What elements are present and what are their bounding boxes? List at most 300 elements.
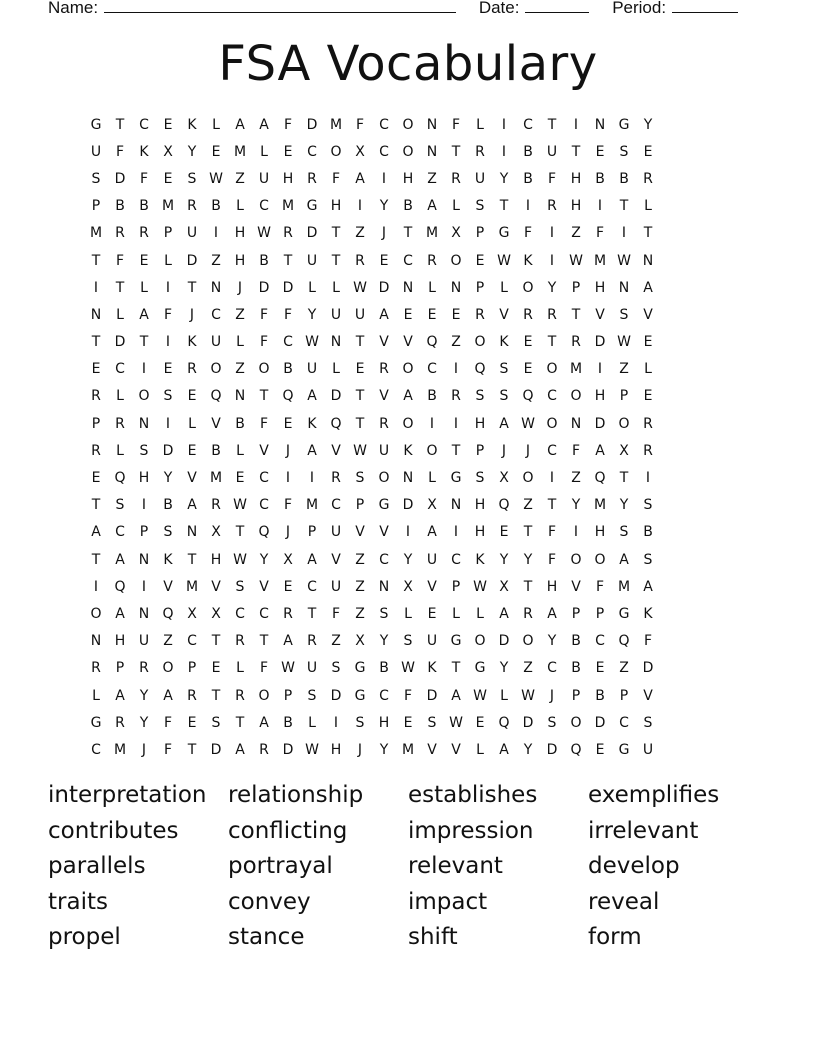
grid-letter[interactable]: R — [307, 170, 317, 187]
grid-letter[interactable]: U — [138, 633, 150, 650]
grid-letter[interactable]: N — [378, 578, 390, 595]
grid-letter[interactable]: E — [451, 306, 461, 323]
grid-letter[interactable]: G — [90, 116, 102, 133]
grid-letter[interactable]: L — [260, 143, 268, 160]
grid-letter[interactable]: S — [115, 497, 125, 514]
grid-letter[interactable]: B — [523, 143, 533, 160]
grid-letter[interactable]: D — [498, 633, 510, 650]
grid-letter[interactable]: Q — [330, 415, 342, 432]
grid-letter[interactable]: S — [427, 714, 437, 731]
grid-letter[interactable]: Q — [162, 605, 174, 622]
grid-letter[interactable]: N — [570, 415, 582, 432]
grid-letter[interactable]: T — [619, 198, 629, 215]
grid-letter[interactable]: L — [308, 279, 316, 296]
grid-letter[interactable]: M — [185, 578, 199, 595]
grid-letter[interactable]: N — [330, 334, 342, 351]
grid-letter[interactable]: S — [619, 306, 629, 323]
grid-letter[interactable]: B — [403, 198, 413, 215]
grid-letter[interactable]: E — [523, 361, 533, 378]
grid-letter[interactable]: E — [403, 306, 413, 323]
grid-letter[interactable]: F — [139, 170, 149, 187]
grid-letter[interactable]: T — [235, 524, 245, 541]
grid-letter[interactable]: N — [90, 633, 102, 650]
grid-letter[interactable]: E — [211, 143, 221, 160]
grid-letter[interactable]: A — [235, 116, 245, 133]
grid-letter[interactable]: I — [549, 470, 555, 487]
grid-letter[interactable]: D — [258, 279, 270, 296]
grid-letter[interactable]: V — [187, 470, 197, 487]
grid-letter[interactable]: M — [593, 497, 607, 514]
grid-letter[interactable]: T — [355, 388, 365, 405]
grid-letter[interactable]: H — [114, 633, 126, 650]
grid-letter[interactable]: R — [643, 415, 653, 432]
grid-letter[interactable]: G — [474, 660, 486, 677]
grid-letter[interactable]: E — [235, 470, 245, 487]
grid-letter[interactable]: N — [426, 116, 438, 133]
grid-letter[interactable]: O — [522, 633, 534, 650]
grid-letter[interactable]: Y — [499, 660, 509, 677]
grid-letter[interactable]: W — [233, 497, 247, 514]
grid-letter[interactable]: C — [259, 497, 269, 514]
grid-letter[interactable]: X — [211, 605, 221, 622]
grid-letter[interactable]: G — [378, 497, 390, 514]
grid-letter[interactable]: R — [571, 334, 581, 351]
grid-letter[interactable]: L — [428, 279, 436, 296]
grid-letter[interactable]: O — [330, 143, 342, 160]
grid-letter[interactable]: E — [379, 252, 389, 269]
grid-letter[interactable]: Q — [474, 361, 486, 378]
grid-letter[interactable]: J — [285, 524, 291, 541]
grid-letter[interactable]: R — [523, 605, 533, 622]
grid-letter[interactable]: U — [306, 660, 318, 677]
grid-letter[interactable]: T — [91, 551, 101, 568]
grid-letter[interactable]: S — [187, 170, 197, 187]
grid-letter[interactable]: I — [165, 334, 171, 351]
grid-letter[interactable]: U — [306, 252, 318, 269]
grid-letter[interactable]: Y — [259, 551, 269, 568]
grid-letter[interactable]: Z — [355, 605, 365, 622]
grid-letter[interactable]: F — [163, 306, 173, 323]
grid-letter[interactable]: V — [355, 524, 365, 541]
grid-letter[interactable]: C — [259, 198, 269, 215]
grid-letter[interactable]: E — [523, 334, 533, 351]
grid-letter[interactable]: E — [475, 252, 485, 269]
grid-letter[interactable]: S — [643, 714, 653, 731]
grid-letter[interactable]: W — [233, 551, 247, 568]
grid-letter[interactable]: M — [233, 143, 247, 160]
grid-letter[interactable]: I — [309, 470, 315, 487]
grid-letter[interactable]: D — [306, 225, 318, 242]
grid-letter[interactable]: N — [402, 470, 414, 487]
grid-letter[interactable]: V — [379, 334, 389, 351]
grid-letter[interactable]: W — [305, 741, 319, 758]
grid-letter[interactable]: N — [642, 252, 654, 269]
grid-letter[interactable]: Q — [498, 714, 510, 731]
grid-letter[interactable]: Z — [355, 578, 365, 595]
grid-letter[interactable]: J — [237, 279, 243, 296]
grid-letter[interactable]: V — [427, 741, 437, 758]
grid-letter[interactable]: C — [235, 605, 245, 622]
grid-letter[interactable]: X — [619, 442, 629, 459]
grid-letter[interactable]: P — [571, 605, 581, 622]
grid-letter[interactable]: I — [645, 470, 651, 487]
grid-letter[interactable]: K — [523, 252, 533, 269]
grid-letter[interactable]: R — [523, 306, 533, 323]
grid-letter[interactable]: A — [499, 415, 509, 432]
grid-letter[interactable]: Z — [331, 633, 341, 650]
grid-letter[interactable]: I — [453, 524, 459, 541]
grid-letter[interactable]: M — [89, 225, 103, 242]
grid-letter[interactable]: A — [115, 551, 125, 568]
grid-letter[interactable]: B — [139, 198, 149, 215]
grid-letter[interactable]: S — [163, 524, 173, 541]
grid-letter[interactable]: C — [403, 252, 413, 269]
grid-letter[interactable]: E — [643, 388, 653, 405]
grid-letter[interactable]: T — [283, 252, 293, 269]
grid-letter[interactable]: C — [259, 605, 269, 622]
grid-letter[interactable]: W — [353, 279, 367, 296]
grid-letter[interactable]: P — [451, 578, 461, 595]
grid-letter[interactable]: G — [90, 714, 102, 731]
grid-letter[interactable]: F — [643, 633, 653, 650]
grid-letter[interactable]: A — [499, 605, 509, 622]
grid-letter[interactable]: O — [258, 687, 270, 704]
grid-letter[interactable]: R — [115, 415, 125, 432]
grid-letter[interactable]: I — [429, 415, 435, 432]
grid-letter[interactable]: Z — [571, 225, 581, 242]
grid-letter[interactable]: H — [546, 578, 558, 595]
grid-letter[interactable]: D — [282, 741, 294, 758]
grid-letter[interactable]: T — [451, 143, 461, 160]
grid-letter[interactable]: C — [91, 741, 101, 758]
grid-letter[interactable]: Y — [187, 143, 197, 160]
grid-letter[interactable]: R — [451, 388, 461, 405]
grid-letter[interactable]: N — [138, 551, 150, 568]
grid-letter[interactable]: I — [213, 225, 219, 242]
grid-letter[interactable]: T — [451, 660, 461, 677]
grid-letter[interactable]: R — [259, 741, 269, 758]
grid-letter[interactable]: N — [426, 143, 438, 160]
grid-letter[interactable]: H — [474, 415, 486, 432]
grid-letter[interactable]: K — [307, 415, 317, 432]
grid-letter[interactable]: I — [333, 714, 339, 731]
grid-letter[interactable]: T — [571, 143, 581, 160]
grid-letter[interactable]: E — [163, 170, 173, 187]
grid-letter[interactable]: H — [594, 524, 606, 541]
grid-letter[interactable]: Y — [643, 116, 653, 133]
grid-letter[interactable]: Q — [594, 470, 606, 487]
grid-letter[interactable]: E — [595, 660, 605, 677]
grid-letter[interactable]: E — [283, 415, 293, 432]
grid-letter[interactable]: B — [211, 442, 221, 459]
grid-letter[interactable]: A — [595, 442, 605, 459]
grid-letter[interactable]: F — [115, 143, 125, 160]
grid-letter[interactable]: L — [236, 442, 244, 459]
grid-letter[interactable]: H — [330, 198, 342, 215]
grid-letter[interactable]: B — [427, 388, 437, 405]
grid-letter[interactable]: V — [643, 306, 653, 323]
grid-letter[interactable]: V — [403, 334, 413, 351]
grid-letter[interactable]: I — [573, 116, 579, 133]
grid-letter[interactable]: T — [91, 334, 101, 351]
grid-letter[interactable]: Y — [379, 633, 389, 650]
grid-letter[interactable]: M — [281, 198, 295, 215]
grid-letter[interactable]: F — [523, 225, 533, 242]
grid-letter[interactable]: F — [355, 116, 365, 133]
grid-letter[interactable]: F — [547, 551, 557, 568]
grid-letter[interactable]: X — [355, 143, 365, 160]
grid-letter[interactable]: J — [141, 741, 147, 758]
grid-letter[interactable]: M — [305, 497, 319, 514]
grid-letter[interactable]: F — [163, 714, 173, 731]
grid-letter[interactable]: S — [211, 714, 221, 731]
grid-letter[interactable]: C — [307, 578, 317, 595]
grid-letter[interactable]: A — [91, 524, 101, 541]
grid-letter[interactable]: I — [501, 116, 507, 133]
grid-letter[interactable]: A — [115, 605, 125, 622]
grid-letter[interactable]: V — [379, 388, 389, 405]
grid-letter[interactable]: Z — [163, 633, 173, 650]
grid-letter[interactable]: D — [210, 741, 222, 758]
grid-letter[interactable]: Q — [114, 578, 126, 595]
grid-letter[interactable]: A — [643, 279, 653, 296]
grid-letter[interactable]: T — [307, 605, 317, 622]
grid-letter[interactable]: G — [354, 660, 366, 677]
grid-letter[interactable]: U — [90, 143, 102, 160]
grid-letter[interactable]: X — [163, 143, 173, 160]
grid-letter[interactable]: T — [571, 306, 581, 323]
grid-letter[interactable]: Q — [282, 388, 294, 405]
grid-letter[interactable]: N — [618, 279, 630, 296]
grid-letter[interactable]: V — [379, 524, 389, 541]
grid-letter[interactable]: I — [453, 361, 459, 378]
grid-letter[interactable]: Y — [379, 741, 389, 758]
grid-letter[interactable]: C — [547, 388, 557, 405]
grid-letter[interactable]: R — [643, 170, 653, 187]
grid-letter[interactable]: Y — [523, 741, 533, 758]
grid-letter[interactable]: T — [211, 633, 221, 650]
grid-letter[interactable]: I — [165, 279, 171, 296]
grid-letter[interactable]: D — [594, 334, 606, 351]
grid-letter[interactable]: J — [381, 225, 387, 242]
grid-letter[interactable]: W — [473, 578, 487, 595]
grid-letter[interactable]: R — [91, 660, 101, 677]
grid-letter[interactable]: P — [595, 605, 605, 622]
grid-letter[interactable]: S — [331, 660, 341, 677]
grid-letter[interactable]: T — [115, 116, 125, 133]
grid-letter[interactable]: I — [453, 415, 459, 432]
grid-letter[interactable]: W — [209, 170, 223, 187]
grid-letter[interactable]: O — [570, 388, 582, 405]
grid-letter[interactable]: J — [189, 306, 195, 323]
grid-letter[interactable]: F — [283, 116, 293, 133]
grid-letter[interactable]: Y — [499, 170, 509, 187]
grid-letter[interactable]: W — [473, 687, 487, 704]
grid-letter[interactable]: A — [547, 605, 557, 622]
grid-letter[interactable]: T — [547, 497, 557, 514]
grid-letter[interactable]: I — [621, 225, 627, 242]
grid-letter[interactable]: W — [281, 660, 295, 677]
grid-letter[interactable]: K — [163, 551, 173, 568]
grid-letter[interactable]: S — [475, 470, 485, 487]
grid-letter[interactable]: A — [235, 741, 245, 758]
grid-letter[interactable]: B — [619, 170, 629, 187]
grid-letter[interactable]: D — [282, 279, 294, 296]
grid-letter[interactable]: L — [452, 605, 460, 622]
grid-letter[interactable]: E — [595, 741, 605, 758]
grid-letter[interactable]: R — [547, 198, 557, 215]
grid-letter[interactable]: O — [210, 361, 222, 378]
grid-letter[interactable]: V — [211, 578, 221, 595]
grid-letter[interactable]: X — [499, 578, 509, 595]
grid-letter[interactable]: H — [234, 252, 246, 269]
grid-letter[interactable]: E — [187, 714, 197, 731]
grid-letter[interactable]: F — [115, 252, 125, 269]
period-blank-line[interactable] — [672, 0, 738, 13]
grid-letter[interactable]: Q — [570, 741, 582, 758]
grid-letter[interactable]: W — [353, 442, 367, 459]
grid-letter[interactable]: O — [258, 361, 270, 378]
grid-letter[interactable]: R — [307, 633, 317, 650]
grid-letter[interactable]: V — [643, 687, 653, 704]
grid-letter[interactable]: L — [404, 605, 412, 622]
grid-letter[interactable]: D — [330, 388, 342, 405]
grid-letter[interactable]: Z — [211, 252, 221, 269]
grid-letter[interactable]: L — [116, 306, 124, 323]
grid-letter[interactable]: Y — [619, 497, 629, 514]
grid-letter[interactable]: I — [501, 143, 507, 160]
grid-letter[interactable]: C — [211, 306, 221, 323]
grid-letter[interactable]: E — [643, 334, 653, 351]
grid-letter[interactable]: B — [523, 170, 533, 187]
grid-letter[interactable]: E — [355, 361, 365, 378]
grid-letter[interactable]: B — [595, 687, 605, 704]
grid-letter[interactable]: F — [595, 225, 605, 242]
grid-letter[interactable]: C — [547, 442, 557, 459]
grid-letter[interactable]: M — [425, 225, 439, 242]
grid-letter[interactable]: R — [187, 361, 197, 378]
grid-letter[interactable]: L — [212, 116, 220, 133]
grid-letter[interactable]: E — [91, 470, 101, 487]
grid-letter[interactable]: O — [546, 361, 558, 378]
grid-letter[interactable]: Q — [426, 334, 438, 351]
grid-letter[interactable]: K — [403, 442, 413, 459]
grid-letter[interactable]: O — [402, 361, 414, 378]
grid-letter[interactable]: T — [523, 524, 533, 541]
grid-letter[interactable]: C — [379, 687, 389, 704]
grid-letter[interactable]: R — [475, 143, 485, 160]
grid-letter[interactable]: O — [618, 415, 630, 432]
grid-letter[interactable]: S — [307, 687, 317, 704]
grid-letter[interactable]: F — [451, 116, 461, 133]
grid-letter[interactable]: K — [187, 116, 197, 133]
grid-letter[interactable]: O — [402, 116, 414, 133]
grid-letter[interactable]: Z — [427, 170, 437, 187]
grid-letter[interactable]: Y — [139, 714, 149, 731]
grid-letter[interactable]: S — [499, 361, 509, 378]
grid-letter[interactable]: A — [307, 388, 317, 405]
grid-letter[interactable]: T — [187, 279, 197, 296]
grid-letter[interactable]: T — [259, 633, 269, 650]
grid-letter[interactable]: O — [546, 415, 558, 432]
grid-letter[interactable]: T — [547, 116, 557, 133]
grid-letter[interactable]: O — [378, 470, 390, 487]
grid-letter[interactable]: M — [593, 252, 607, 269]
grid-letter[interactable]: E — [187, 442, 197, 459]
grid-letter[interactable]: R — [379, 361, 389, 378]
grid-letter[interactable]: A — [307, 551, 317, 568]
grid-letter[interactable]: P — [571, 687, 581, 704]
grid-letter[interactable]: D — [378, 279, 390, 296]
grid-letter[interactable]: G — [306, 198, 318, 215]
grid-letter[interactable]: K — [139, 143, 149, 160]
grid-letter[interactable]: D — [402, 497, 414, 514]
grid-letter[interactable]: S — [355, 714, 365, 731]
grid-letter[interactable]: Y — [307, 306, 317, 323]
grid-letter[interactable]: I — [141, 361, 147, 378]
grid-letter[interactable]: H — [378, 714, 390, 731]
grid-letter[interactable]: N — [450, 497, 462, 514]
grid-letter[interactable]: Y — [547, 279, 557, 296]
grid-letter[interactable]: U — [306, 361, 318, 378]
grid-letter[interactable]: W — [569, 252, 583, 269]
grid-letter[interactable]: N — [594, 116, 606, 133]
grid-letter[interactable]: L — [476, 605, 484, 622]
grid-letter[interactable]: V — [331, 442, 341, 459]
grid-letter[interactable]: R — [235, 633, 245, 650]
grid-letter[interactable]: U — [426, 551, 438, 568]
grid-letter[interactable]: S — [379, 605, 389, 622]
grid-letter[interactable]: I — [405, 524, 411, 541]
grid-letter[interactable]: T — [115, 279, 125, 296]
grid-letter[interactable]: F — [259, 306, 269, 323]
grid-letter[interactable]: C — [115, 361, 125, 378]
grid-letter[interactable]: T — [523, 578, 533, 595]
grid-letter[interactable]: P — [115, 660, 125, 677]
grid-letter[interactable]: A — [187, 497, 197, 514]
grid-letter[interactable]: Q — [498, 497, 510, 514]
grid-letter[interactable]: O — [474, 334, 486, 351]
grid-letter[interactable]: I — [357, 198, 363, 215]
grid-letter[interactable]: T — [355, 415, 365, 432]
grid-letter[interactable]: B — [571, 633, 581, 650]
grid-letter[interactable]: P — [619, 388, 629, 405]
grid-letter[interactable]: L — [308, 714, 316, 731]
grid-letter[interactable]: P — [475, 279, 485, 296]
grid-letter[interactable]: U — [330, 524, 342, 541]
grid-letter[interactable]: B — [235, 415, 245, 432]
grid-letter[interactable]: T — [91, 252, 101, 269]
grid-letter[interactable]: U — [426, 633, 438, 650]
grid-letter[interactable]: Z — [571, 470, 581, 487]
grid-letter[interactable]: B — [571, 660, 581, 677]
grid-letter[interactable]: S — [163, 388, 173, 405]
grid-letter[interactable]: B — [379, 660, 389, 677]
grid-letter[interactable]: V — [163, 578, 173, 595]
grid-letter[interactable]: N — [138, 605, 150, 622]
grid-letter[interactable]: K — [643, 605, 653, 622]
grid-letter[interactable]: T — [619, 470, 629, 487]
grid-letter[interactable]: C — [619, 714, 629, 731]
grid-letter[interactable]: X — [211, 524, 221, 541]
grid-letter[interactable]: V — [259, 578, 269, 595]
grid-letter[interactable]: L — [476, 116, 484, 133]
grid-letter[interactable]: Q — [114, 470, 126, 487]
grid-letter[interactable]: I — [141, 578, 147, 595]
grid-letter[interactable]: H — [234, 225, 246, 242]
grid-letter[interactable]: R — [547, 306, 557, 323]
grid-letter[interactable]: I — [549, 225, 555, 242]
